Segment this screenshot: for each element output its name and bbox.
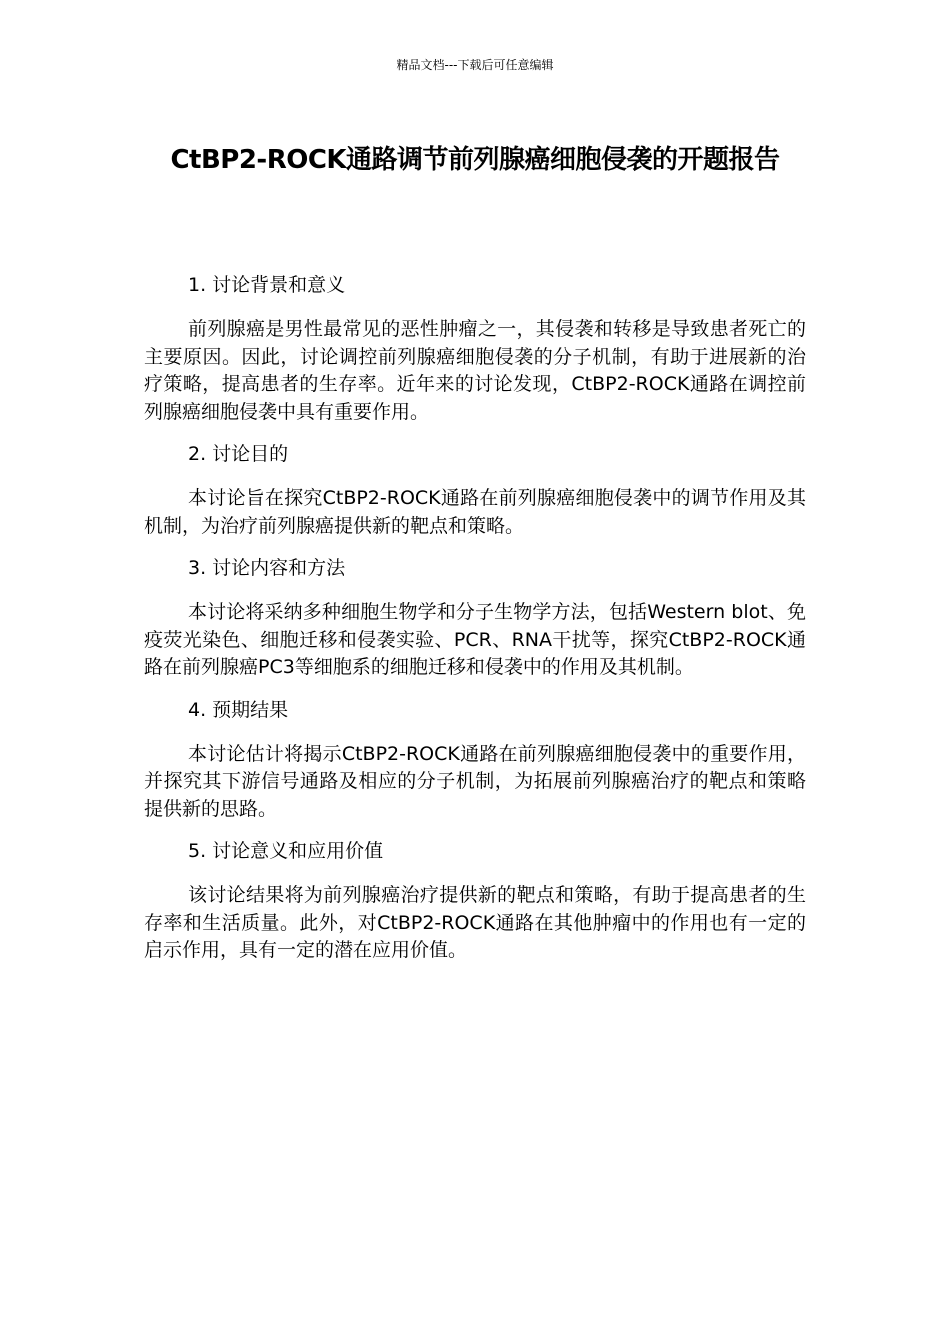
- section-paragraph: 前列腺癌是男性最常见的恶性肿瘤之一，其侵袭和转移是导致患者死亡的主要原因。因此，讨论调控前列腺癌细胞侵袭的分子机制，有助于进展新的治疗策略，提高患者的生存率。近年来的讨论发现，CtBP2-ROCK通路在调控前列腺癌细胞侵袭中具有重要作用。: [144, 318, 806, 423]
- document-body: [144, 272, 806, 980]
- section-significance: [144, 838, 806, 965]
- section-heading: 1. 讨论背景和意义: [188, 274, 346, 296]
- section-purpose: [144, 441, 806, 540]
- document-title: CtBP2-ROCK通路调节前列腺癌细胞侵袭的开题报告: [170, 145, 780, 175]
- section-heading: 4. 预期结果: [188, 698, 289, 721]
- section-background: [144, 272, 806, 426]
- section-heading: 2. 讨论目的: [188, 443, 289, 465]
- header-note: 精品文档---下载后可任意编辑: [396, 58, 554, 72]
- section-paragraph: 该讨论结果将为前列腺癌治疗提供新的靶点和策略，有助于提高患者的生存率和生活质量。此外，对CtBP2-ROCK通路在其他肿瘤中的作用也有一定的启示作用，具有一定的潜在应用价值。: [144, 884, 806, 961]
- section-expected-results: [144, 697, 806, 824]
- section-paragraph: 本讨论将采纳多种细胞生物学和分子生物学方法，包括Western blot、免疫荧光染色、细胞迁移和侵袭实验、PCR、RNA干扰等，探究CtBP2-ROCK通路在前列腺癌PC3等细胞系的细胞迁移和侵袭中的作用及其机制。: [144, 601, 806, 678]
- section-paragraph: 本讨论旨在探究CtBP2-ROCK通路在前列腺癌细胞侵袭中的调节作用及其机制，为治疗前列腺癌提供新的靶点和策略。: [144, 487, 806, 537]
- section-paragraph: 本讨论估计将揭示CtBP2-ROCK通路在前列腺癌细胞侵袭中的重要作用，并探究其下游信号通路及相应的分子机制，为拓展前列腺癌治疗的靶点和策略提供新的思路。: [144, 742, 806, 820]
- section-methods: [144, 555, 806, 682]
- section-heading: 3. 讨论内容和方法: [188, 557, 346, 579]
- section-heading: 5. 讨论意义和应用价值: [188, 840, 384, 862]
